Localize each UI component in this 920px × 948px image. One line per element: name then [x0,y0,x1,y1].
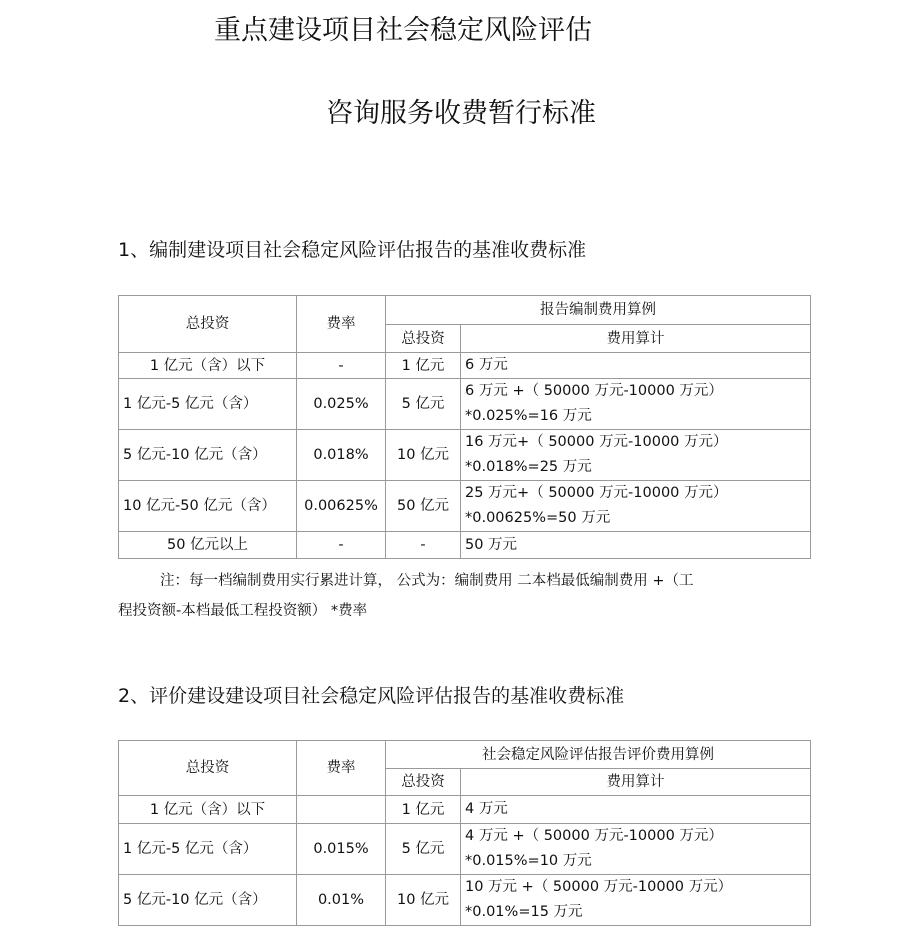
calc-line: *0.025%=16 万元 [465,408,592,424]
range-cell: 5 亿元-10 亿元（含） [119,875,297,926]
calc-line: 10 万元 +（ 50000 万元-10000 万元） [465,879,733,895]
calc-cell [461,379,811,430]
header-example: 社会稳定风险评估报告评价费用算例 [386,741,811,769]
document-title-line1: 重点建设项目社会稳定风险评估 [214,15,592,46]
section1-heading: 1、编制建设项目社会稳定风险评估报告的基准收费标准 [118,239,587,261]
calc-cell [461,430,811,481]
calc-line: *0.01%=15 万元 [465,904,583,920]
table-row [119,532,811,559]
header-total-investment: 总投资 [119,296,297,353]
calculation-note [118,566,818,626]
header-rate: 费率 [297,296,386,353]
header-total-investment: 总投资 [119,741,297,796]
header-example: 报告编制费用算例 [386,296,811,325]
header-rate: 费率 [297,741,386,796]
note-line: 程投资额-本档最低工程投资额） *费率 [118,603,368,619]
example-investment-cell: 1 亿元 [386,796,461,824]
rate-cell: 0.01% [297,875,386,926]
evaluation-fee-table [118,740,811,926]
example-investment-cell: 1 亿元 [386,353,461,379]
table-row [119,796,811,824]
calc-cell [461,796,811,824]
calc-cell [461,353,811,379]
table-row [119,481,811,532]
rate-cell: 0.018% [297,430,386,481]
table-row [119,875,811,926]
rate-cell: - [297,353,386,379]
range-cell: 1 亿元-5 亿元（含） [119,379,297,430]
example-investment-cell: 10 亿元 [386,430,461,481]
example-investment-cell: - [386,532,461,559]
table-row [119,430,811,481]
rate-cell: 0.025% [297,379,386,430]
calc-line: *0.00625%=50 万元 [465,510,611,526]
calc-line: 25 万元+（ 50000 万元-10000 万元） [465,485,728,501]
calc-line: *0.015%=10 万元 [465,853,592,869]
calc-line: 4 万元 [465,801,508,817]
example-investment-cell: 5 亿元 [386,379,461,430]
range-cell: 50 亿元以上 [119,532,297,559]
header-example-investment: 总投资 [386,769,461,796]
range-cell: 1 亿元-5 亿元（含） [119,824,297,875]
note-line: 注：每一档编制费用实行累进计算， 公式为：编制费用 二本档最低编制费用 +（工 [160,573,694,589]
example-investment-cell: 50 亿元 [386,481,461,532]
compilation-fee-table [118,295,811,559]
document-title-line2: 咨询服务收费暂行标准 [326,98,596,129]
calc-line: *0.018%=25 万元 [465,459,592,475]
example-investment-cell: 5 亿元 [386,824,461,875]
calc-line: 16 万元+（ 50000 万元-10000 万元） [465,434,728,450]
header-example-investment: 总投资 [386,325,461,353]
calc-line: 4 万元 +（ 50000 万元-10000 万元） [465,828,723,844]
calc-cell [461,824,811,875]
table-row [119,379,811,430]
section2-heading: 2、评价建设建设项目社会稳定风险评估报告的基准收费标准 [118,685,625,707]
calc-line: 6 万元 [465,357,508,373]
header-example-calc: 费用算计 [461,325,811,353]
calc-cell [461,481,811,532]
range-cell: 1 亿元（含）以下 [119,796,297,824]
range-cell: 5 亿元-10 亿元（含） [119,430,297,481]
header-example-calc: 费用算计 [461,769,811,796]
calc-line: 50 万元 [465,536,518,553]
table-row [119,353,811,379]
calc-cell [461,875,811,926]
range-cell: 1 亿元（含）以下 [119,353,297,379]
rate-cell [297,796,386,824]
calc-cell [461,532,811,559]
table-row [119,824,811,875]
calc-line: 6 万元 +（ 50000 万元-10000 万元） [465,383,723,399]
rate-cell: 0.00625% [297,481,386,532]
example-investment-cell: 10 亿元 [386,875,461,926]
rate-cell: 0.015% [297,824,386,875]
range-cell: 10 亿元-50 亿元（含） [119,481,297,532]
rate-cell: - [297,532,386,559]
